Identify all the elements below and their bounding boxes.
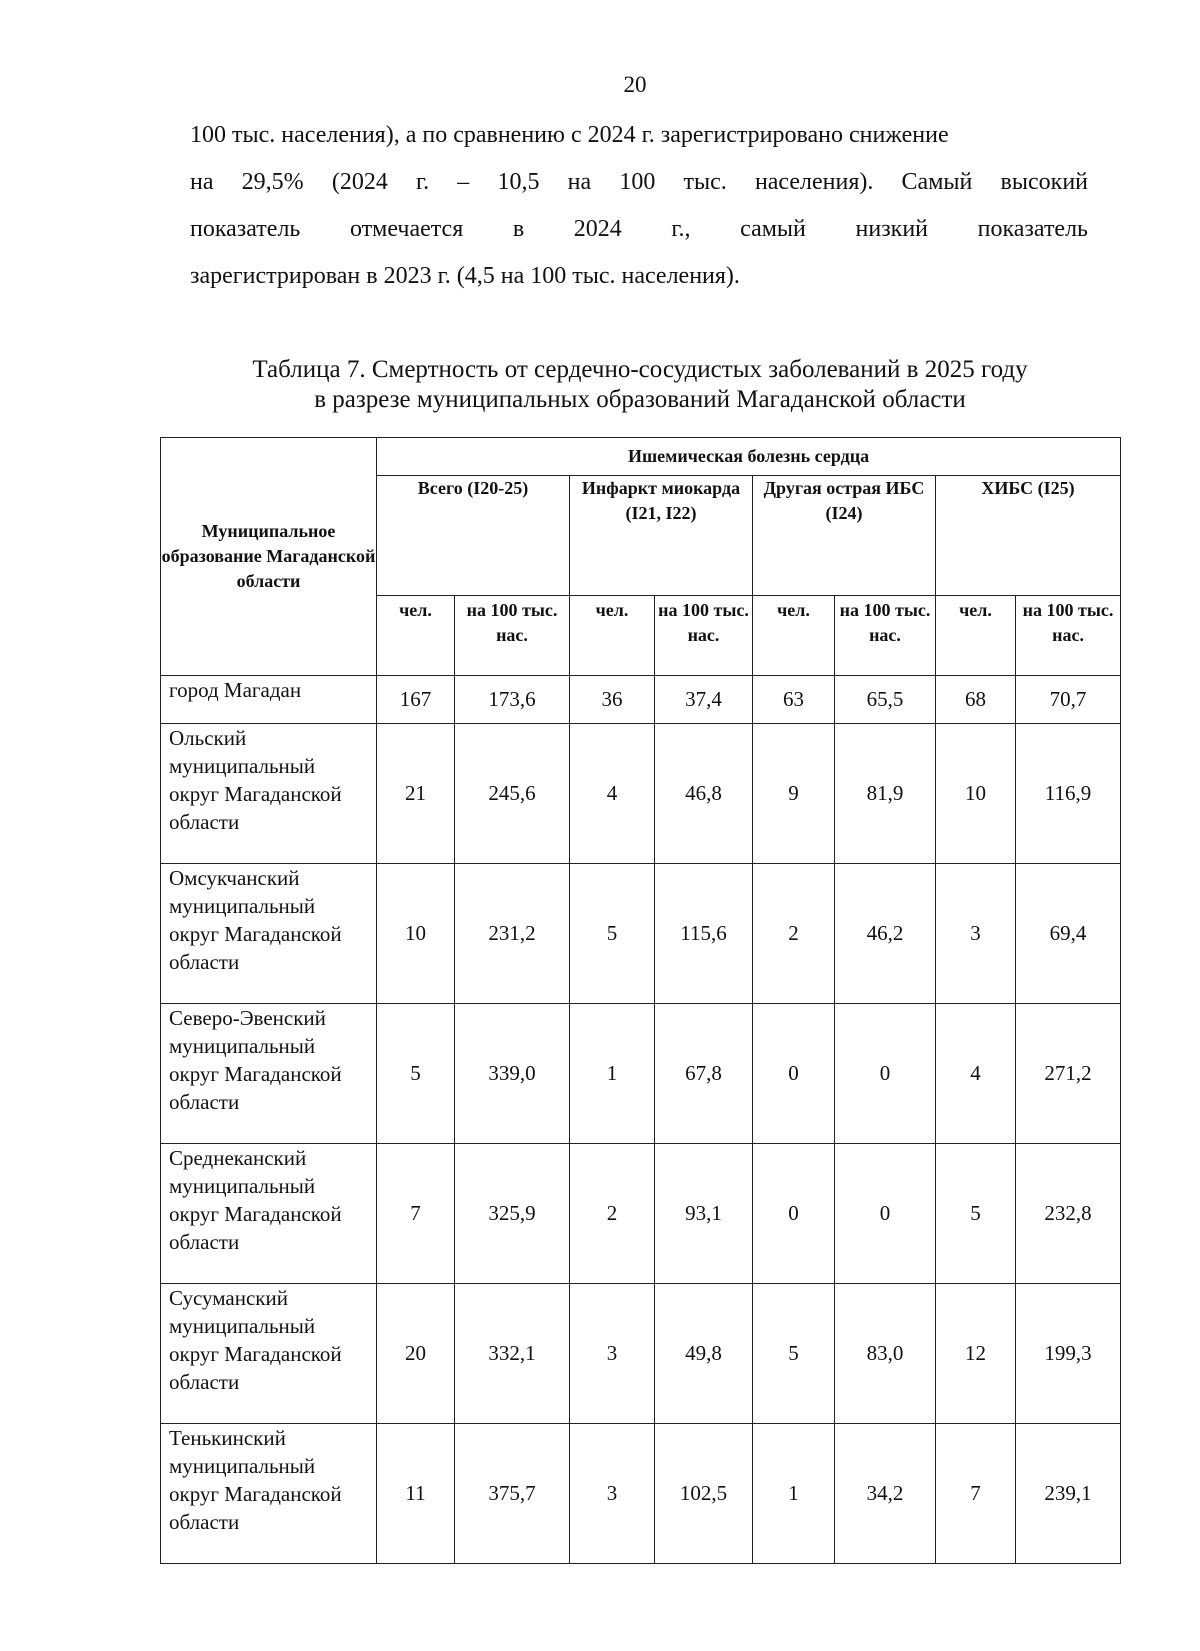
rate-cell: 67,8	[655, 1004, 753, 1144]
unit-persons: чел.	[753, 596, 835, 676]
unit-persons: чел.	[377, 596, 455, 676]
header-col-chronic: ХИБС (I25)	[936, 476, 1121, 596]
municipality-name: город Магадан	[161, 676, 377, 724]
count-cell: 4	[936, 1004, 1016, 1144]
table-caption	[160, 355, 1120, 415]
count-cell: 4	[570, 724, 655, 864]
count-cell: 10	[936, 724, 1016, 864]
unit-rate: на 100 тыс. нас.	[655, 596, 753, 676]
rate-cell: 332,1	[455, 1284, 570, 1424]
count-cell: 5	[570, 864, 655, 1004]
count-cell: 5	[377, 1004, 455, 1144]
rate-cell: 81,9	[835, 724, 936, 864]
rate-cell: 0	[835, 1004, 936, 1144]
header-col-mi: Инфаркт миокарда (I21, I22)	[570, 476, 753, 596]
rate-cell: 239,1	[1016, 1424, 1121, 1564]
unit-persons: чел.	[570, 596, 655, 676]
rate-cell: 102,5	[655, 1424, 753, 1564]
municipality-name: Омсукчанский муниципальный округ Магаданской области	[161, 864, 377, 1004]
municipality-name: Среднеканский муниципальный округ Магаданской области	[161, 1144, 377, 1284]
rate-cell: 46,8	[655, 724, 753, 864]
rate-cell: 69,4	[1016, 864, 1121, 1004]
rate-cell: 83,0	[835, 1284, 936, 1424]
table-row	[161, 676, 1121, 724]
count-cell: 10	[377, 864, 455, 1004]
table-row	[161, 1144, 1121, 1284]
count-cell: 5	[936, 1144, 1016, 1284]
table-row	[161, 1004, 1121, 1144]
paragraph-line: зарегистрирован в 2023 г. (4,5 на 100 тыс. населения).	[190, 263, 740, 289]
count-cell: 1	[570, 1004, 655, 1144]
rate-cell: 116,9	[1016, 724, 1121, 864]
count-cell: 167	[377, 676, 455, 724]
table-row	[161, 1424, 1121, 1564]
rate-cell: 325,9	[455, 1144, 570, 1284]
count-cell: 7	[377, 1144, 455, 1284]
count-cell: 21	[377, 724, 455, 864]
count-cell: 7	[936, 1424, 1016, 1564]
caption-line-2: в разрезе муниципальных образований Магаданской области	[314, 386, 966, 413]
unit-rate: на 100 тыс. нас.	[455, 596, 570, 676]
rate-cell: 46,2	[835, 864, 936, 1004]
paragraph-line: показатель отмечается в 2024 г., самый низкий показатель	[190, 216, 1088, 242]
rate-cell: 65,5	[835, 676, 936, 724]
count-cell: 3	[936, 864, 1016, 1004]
count-cell: 0	[753, 1004, 835, 1144]
rate-cell: 231,2	[455, 864, 570, 1004]
header-col-other-acute: Другая острая ИБС (I24)	[753, 476, 936, 596]
caption-line-1: Таблица 7. Смертность от сердечно-сосудистых заболеваний в 2025 году	[252, 356, 1028, 383]
municipality-name: Сусуманский муниципальный округ Магаданской области	[161, 1284, 377, 1424]
rate-cell: 93,1	[655, 1144, 753, 1284]
count-cell: 3	[570, 1424, 655, 1564]
unit-persons: чел.	[936, 596, 1016, 676]
paragraph-line: на 29,5% (2024 г. – 10,5 на 100 тыс. населения). Самый высокий	[190, 169, 1088, 195]
count-cell: 63	[753, 676, 835, 724]
rate-cell: 271,2	[1016, 1004, 1121, 1144]
count-cell: 68	[936, 676, 1016, 724]
count-cell: 2	[753, 864, 835, 1004]
rate-cell: 34,2	[835, 1424, 936, 1564]
count-cell: 2	[570, 1144, 655, 1284]
rate-cell: 173,6	[455, 676, 570, 724]
unit-rate: на 100 тыс. нас.	[1016, 596, 1121, 676]
rate-cell: 232,8	[1016, 1144, 1121, 1284]
count-cell: 0	[753, 1144, 835, 1284]
count-cell: 3	[570, 1284, 655, 1424]
rate-cell: 245,6	[455, 724, 570, 864]
rate-cell: 375,7	[455, 1424, 570, 1564]
municipality-name: Тенькинский муниципальный округ Магаданской области	[161, 1424, 377, 1564]
municipality-name: Северо-Эвенский муниципальный округ Магаданской области	[161, 1004, 377, 1144]
rate-cell: 339,0	[455, 1004, 570, 1144]
header-ihd-group: Ишемическая болезнь сердца	[377, 438, 1121, 476]
paragraph-line: 100 тыс. населения), а по сравнению с 2024 г. зарегистрировано снижение	[190, 122, 949, 148]
unit-rate: на 100 тыс. нас.	[835, 596, 936, 676]
table-row	[161, 864, 1121, 1004]
rate-cell: 199,3	[1016, 1284, 1121, 1424]
count-cell: 36	[570, 676, 655, 724]
rate-cell: 49,8	[655, 1284, 753, 1424]
mortality-table	[160, 437, 1121, 1564]
rate-cell: 115,6	[655, 864, 753, 1004]
municipality-name: Ольский муниципальный округ Магаданской области	[161, 724, 377, 864]
count-cell: 9	[753, 724, 835, 864]
header-col-total: Всего (I20-25)	[377, 476, 570, 596]
count-cell: 5	[753, 1284, 835, 1424]
header-municipality: Муниципальное образование Магаданской области	[161, 438, 377, 676]
count-cell: 20	[377, 1284, 455, 1424]
table-row	[161, 1284, 1121, 1424]
page-number: 20	[623, 72, 647, 97]
body-paragraph	[190, 112, 1088, 300]
count-cell: 12	[936, 1284, 1016, 1424]
rate-cell: 70,7	[1016, 676, 1121, 724]
count-cell: 1	[753, 1424, 835, 1564]
count-cell: 11	[377, 1424, 455, 1564]
rate-cell: 37,4	[655, 676, 753, 724]
table-row	[161, 724, 1121, 864]
rate-cell: 0	[835, 1144, 936, 1284]
